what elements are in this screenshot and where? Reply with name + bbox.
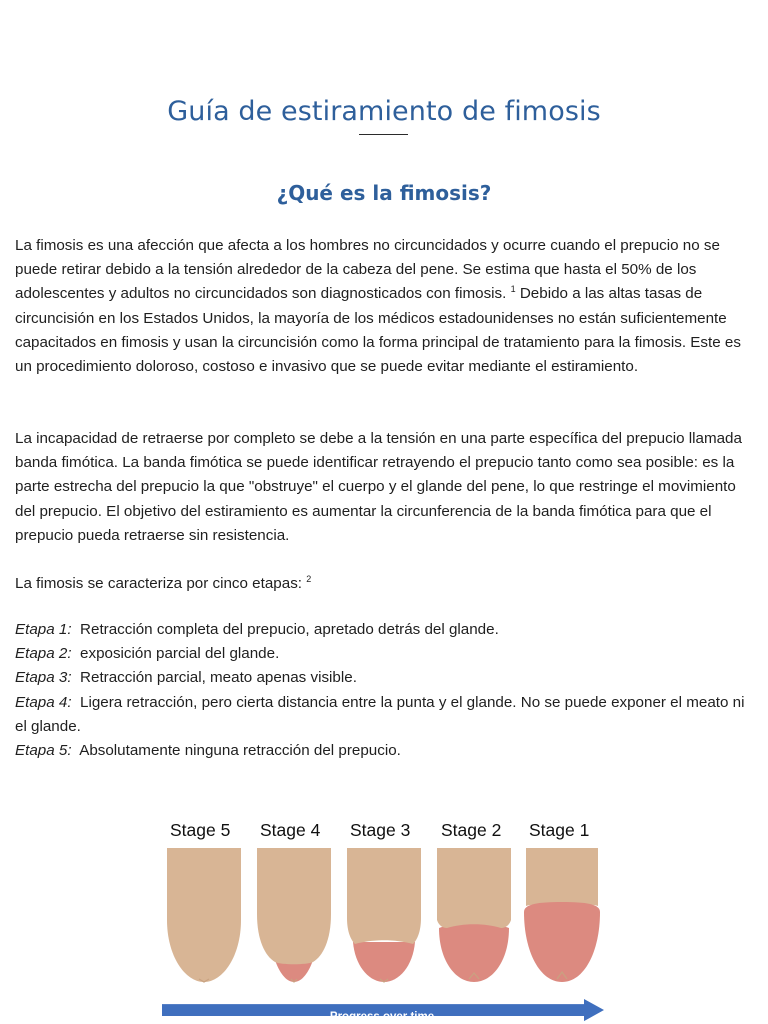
stage-description: Retracción parcial, meato apenas visible. (80, 669, 357, 687)
stages-illustration (152, 782, 612, 1024)
stage-label: Etapa 4: (15, 693, 72, 711)
stages-intro-paragraph (15, 572, 755, 596)
intro-paragraph (15, 234, 755, 379)
figure-label-stage-5: Stage 5 (170, 820, 231, 840)
figure-label-stage-4: Stage 4 (260, 820, 321, 840)
stage-description: Retracción completa del prepucio, apretado detrás del glande. (80, 621, 499, 638)
stage-4-drawing (255, 848, 333, 984)
stage-item (15, 618, 755, 642)
stage-item (15, 739, 755, 763)
stage-1-drawing (522, 848, 602, 984)
stage-label: Etapa 3: (15, 669, 72, 687)
footnote-ref-1[interactable]: 1 (510, 284, 516, 295)
figure-label-stage-2: Stage 2 (441, 820, 502, 840)
stages-list (15, 618, 755, 763)
page-title: Guía de estiramiento de fimosis (167, 96, 601, 128)
stage-label: Etapa 1: (15, 621, 72, 638)
stage-item (15, 666, 755, 690)
stage-3-drawing (345, 848, 423, 984)
stage-item (15, 691, 755, 739)
stage-description: Absolutamente ninguna retracción del prepucio. (79, 742, 401, 760)
stage-label: Etapa 5: (15, 742, 72, 760)
stage-label: Etapa 2: (15, 645, 72, 663)
phimotic-band-paragraph: La incapacidad de retraerse por completo se debe a la tensión en una parte específica del prepucio llamada banda fimótica. La banda fimótica se puede identificar retrayendo el prepucio tanto como sea posible: es la parte estrecha del prepucio la que "obstruye" el cuerpo y el glande del pene, lo que restringe el movimiento del prepucio. El objetivo del estiramiento es aumentar la circunferencia de la banda fimótica para que el prepucio pueda retraerse sin resistencia. (15, 430, 742, 544)
intro-text-part-1: La fimosis es una afección que afecta a los hombres no circuncidados y ocurre cuando el prepucio no se puede retirar debido a la tensión alrededor de la cabeza del pene. Se estima que hasta el 50% de los adolescentes y adultos no circuncidados son diagnosticados con fimosis. (15, 237, 720, 303)
stage-description: Ligera retracción, pero cierta distancia entre la punta y el glande. No se puede exponer el meato ni el glande. (15, 693, 745, 735)
stage-item (15, 642, 755, 666)
figure-label-stage-3: Stage 3 (350, 820, 411, 840)
stages-intro-text: La fimosis se caracteriza por cinco etapas: (15, 575, 303, 592)
stage-2-drawing (435, 848, 513, 984)
stage-description: exposición parcial del glande. (80, 645, 280, 663)
intro-text-part-2: Debido a las altas tasas de circuncisión en los Estados Unidos, la mayoría de los médicos estadounidenses no están suficientemente capacitados en fimosis y usan la circuncisión como la forma principal de tratamiento para la fimosis. Este es un procedimiento doloroso, costoso e invasivo que se puede evitar mediante el estiramiento. (15, 285, 741, 376)
section-heading: ¿Qué es la fimosis? (276, 180, 492, 205)
stage-5-drawing (165, 848, 243, 984)
title-divider (359, 134, 408, 135)
footnote-ref-2[interactable]: 2 (306, 574, 312, 584)
figure-label-stage-1: Stage 1 (529, 820, 590, 840)
progress-arrow-label: Progress over time (329, 1011, 435, 1023)
